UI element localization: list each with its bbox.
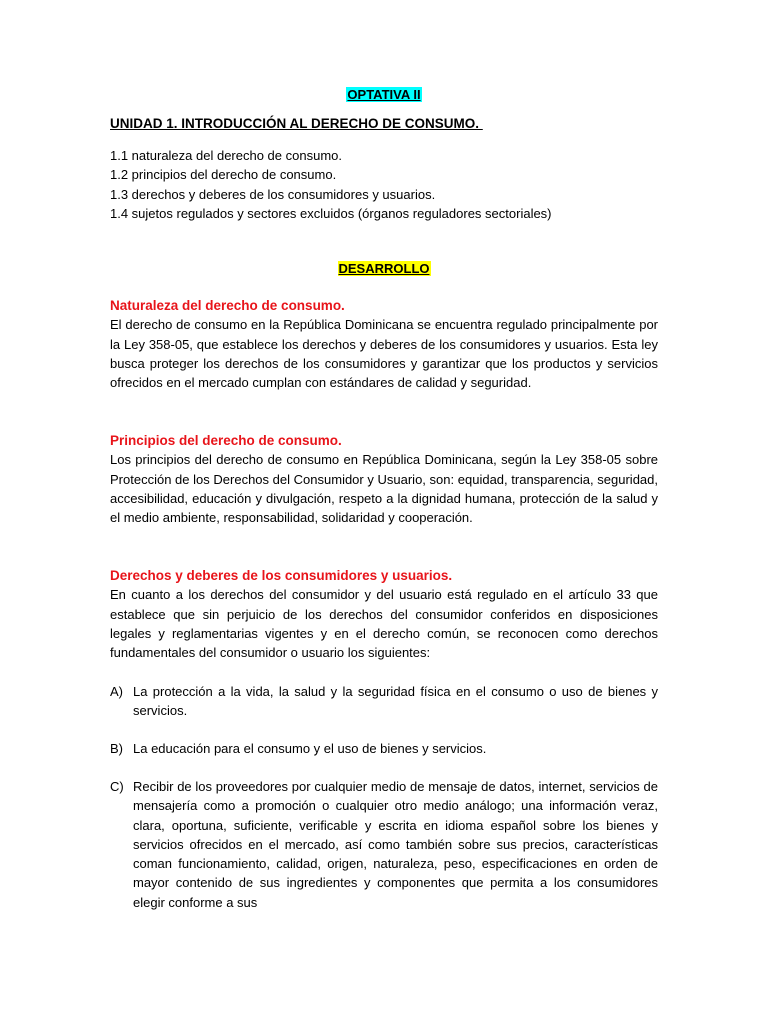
- section-heading: Principios del derecho de consumo.: [110, 433, 342, 448]
- toc-item: 1.4 sujetos regulados y sectores excluidos (órganos reguladores sectoriales): [110, 205, 552, 221]
- list-item-b: [110, 739, 658, 758]
- list-item-c: [110, 777, 658, 912]
- section-heading: Derechos y deberes de los consumidores y usuarios.: [110, 568, 453, 583]
- document-title-text: OPTATIVA II: [347, 87, 421, 102]
- section-derechos-deberes: [110, 566, 658, 662]
- toc-item: 1.3 derechos y deberes de los consumidores y usuarios.: [110, 186, 436, 202]
- list-item-a: [110, 682, 658, 721]
- section-principios: [110, 431, 658, 527]
- list-item-text: La educación para el consumo y el uso de bienes y servicios.: [133, 741, 487, 756]
- list-marker: C): [110, 779, 124, 794]
- list-item-text: La protección a la vida, la salud y la seguridad física en el consumo o uso de bienes y servicios.: [133, 684, 658, 719]
- toc-item: 1.1 naturaleza del derecho de consumo.: [110, 148, 342, 163]
- section-body: El derecho de consumo en la República Dominicana se encuentra regulado principalmente por la Ley 358-05, que establece los derechos y deberes de los consumidores y usuarios. Esta ley busca proteger los derechos de los consumidores y garantizar que los productos y servicios ofrecidos en el mercado cumplan con estándares de calidad y seguridad.: [110, 317, 658, 391]
- section-body: Los principios del derecho de consumo en República Dominicana, según la Ley 358-05 sobre Protección de los Derechos del Consumidor y Usuario, son: equidad, transparencia, seguridad, accesibilidad, educación y divulgación, respeto a la dignidad humana, protección de la salud y el medio ambiente, responsabilidad, solidaridad y cooperación.: [110, 452, 658, 526]
- toc-item: 1.2 principios del derecho de consumo.: [110, 167, 337, 183]
- list-marker: B): [110, 741, 123, 756]
- section-naturaleza: [110, 296, 658, 392]
- section-body: En cuanto a los derechos del consumidor y del usuario está regulado en el artículo 33 que establece que sin perjuicio de los derechos del consumidor conferidos en disposiciones legales y reglamentarias vigentes y en el derecho común, se reconocen como derechos fundamentales del consumidor o usuario los siguientes:: [110, 587, 658, 661]
- development-title-text: DESARROLLO: [338, 261, 430, 276]
- list-item-text: Recibir de los proveedores por cualquier medio de mensaje de datos, internet, servicios de mensajería como a promoción o cualquier otro medio análogo; una información veraz, clara, oportuna, suficiente, verificable y escrita en idioma español sobre los bienes y servicios ofrecidos en el mercado, así como también sobre sus precios, características coman funcionamiento, calidad, origen, naturaleza, peso, especificaciones en orden de mayor contenido de sus ingredientes y componentes que permita a los consumidores elegir conforme a sus: [133, 779, 658, 910]
- list-marker: A): [110, 684, 123, 699]
- table-of-contents: [110, 146, 552, 223]
- unit-title: UNIDAD 1. INTRODUCCIÓN AL DERECHO DE CONSUMO.: [110, 116, 483, 131]
- development-title: [110, 261, 658, 277]
- section-heading: Naturaleza del derecho de consumo.: [110, 298, 345, 313]
- document-title: [110, 87, 658, 103]
